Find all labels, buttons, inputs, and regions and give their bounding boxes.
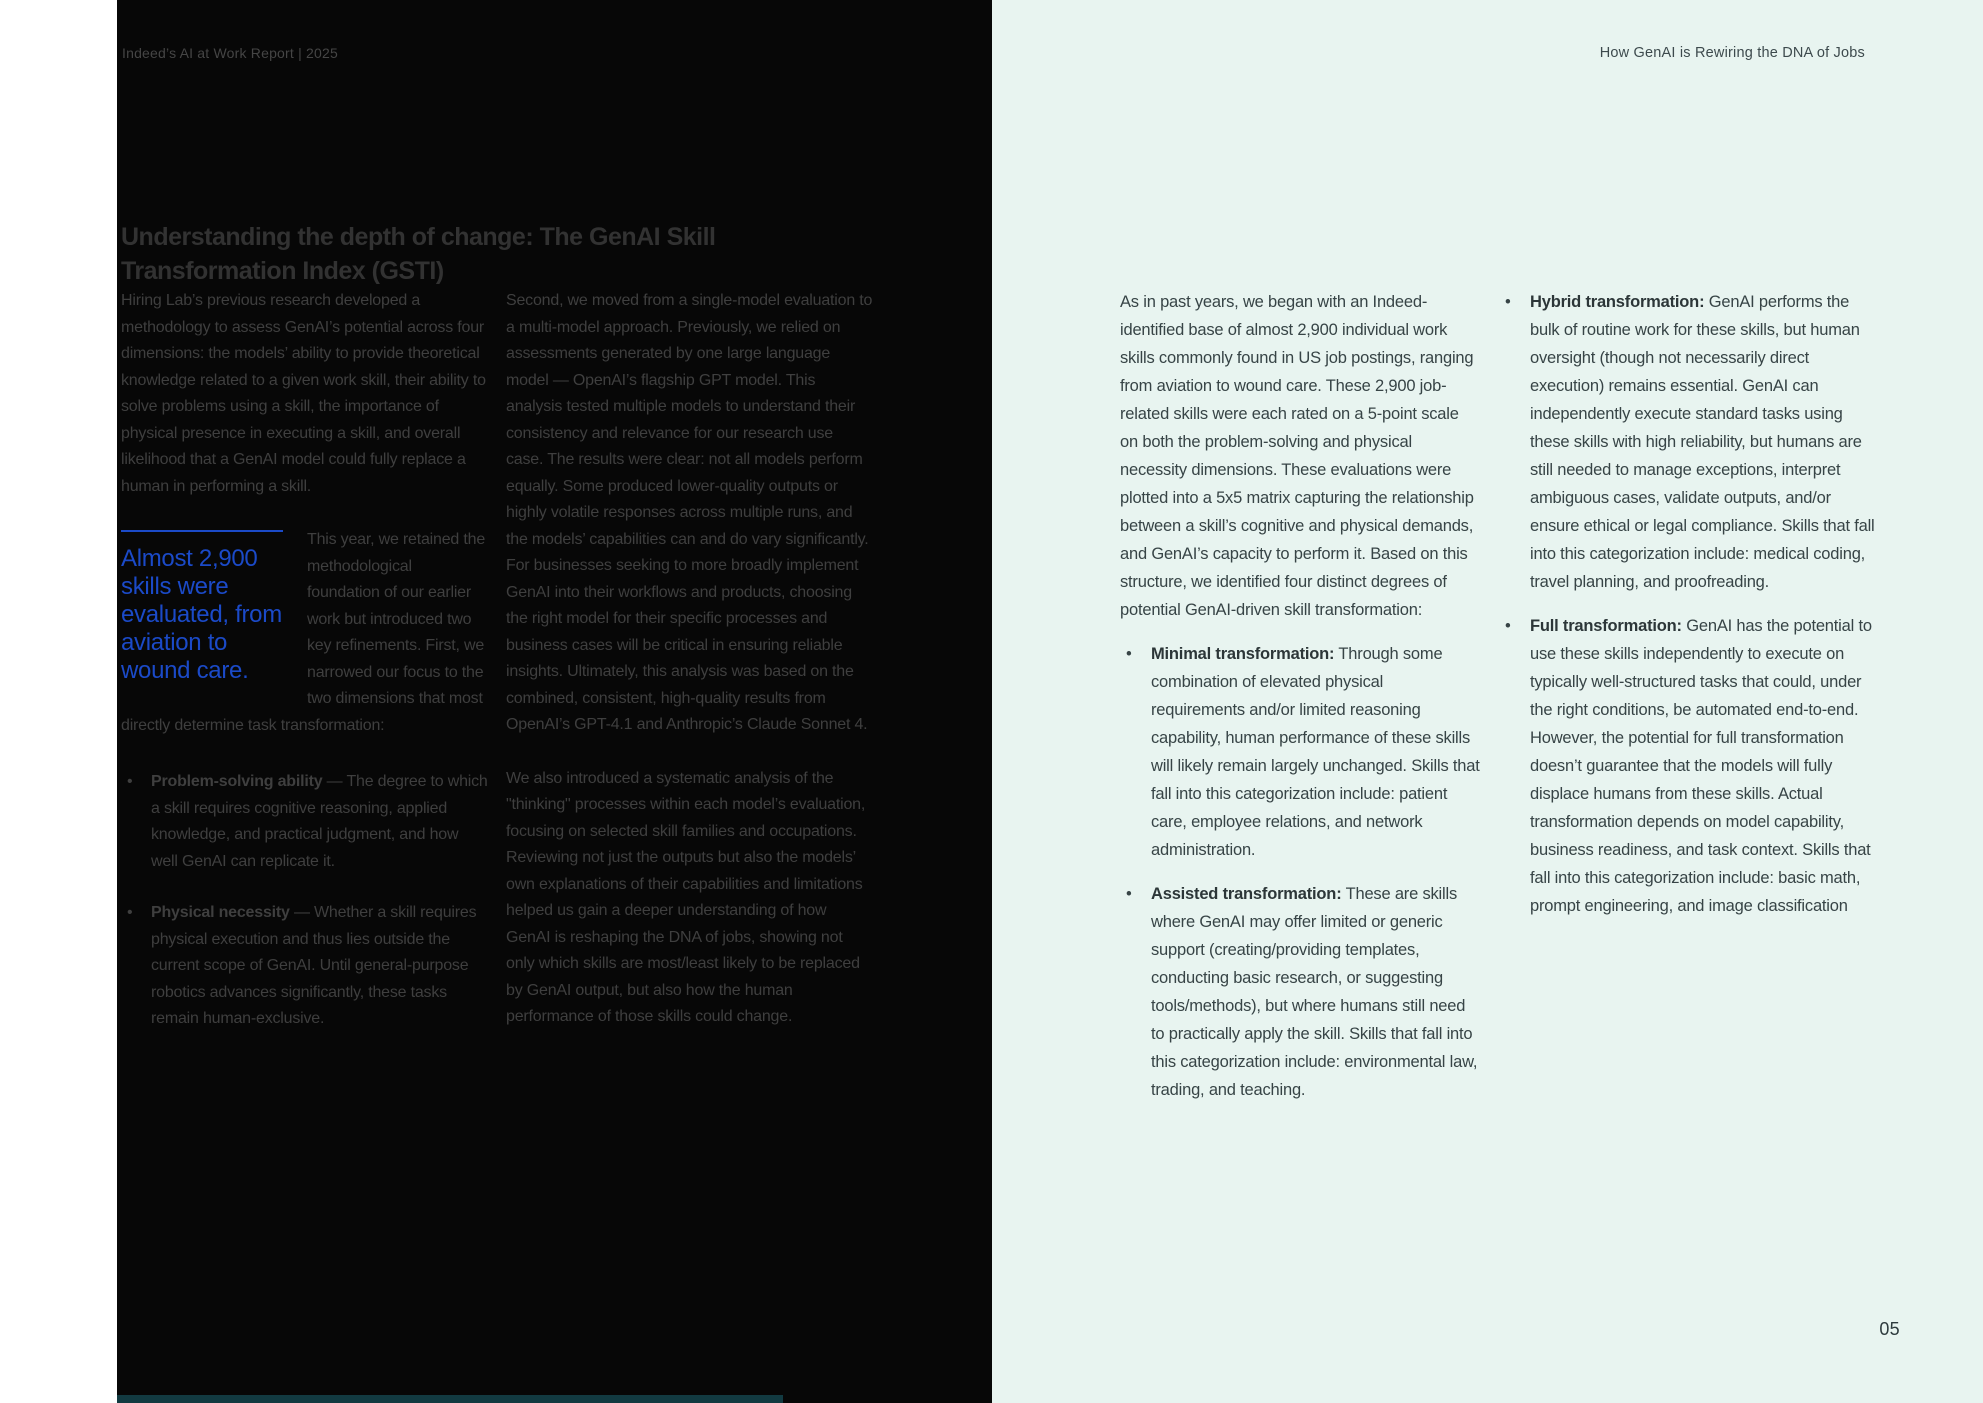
left-column-1 (121, 288, 488, 1058)
bullet-text: GenAI has the potential to use these skills independently to execute on typically well-structured tasks that could, under the right conditions, be automated end-to-end. However, the potential for full transformation doesn’t guarantee that the models will fully displace humans from these skills. Actual transformation depends on model capability, business readiness, and task context. Skills that fall into this categorization include: basic math, prompt engineering, and image classification (1530, 617, 1872, 915)
report-header: Indeed’s AI at Work Report | 2025 (122, 45, 338, 61)
right-column-2 (1499, 288, 1877, 1120)
list-item (1499, 288, 1877, 596)
transformation-list-right (1499, 288, 1877, 920)
page-title: Understanding the depth of change: The GenAI Skill Transformation Index (GSTI) (121, 222, 716, 285)
bullet-text: These are skills where GenAI may offer limited or generic support (creating/providing templates, conducting basic research, or suggesting tools/methods), but where humans still need to practically apply the skill. Skills that fall into this categorization include: environmental law, trading, and teaching. (1151, 885, 1478, 1099)
bullet-lead: Full transformation: (1530, 617, 1682, 635)
pullquote-wrap (121, 527, 488, 739)
page-number: 05 (1879, 1319, 1900, 1339)
list-item (1120, 880, 1480, 1104)
paragraph: Hiring Lab’s previous research developed a methodology to assess GenAI’s potential across four dimensions: the models’ ability to provide theoretical knowledge related to a given work skill, their ability to solve problems using a skill, the importance of physical presence in executing a skill, and overall likelihood that a GenAI model could fully replace a human in performing a skill. (121, 292, 486, 495)
chapter-header: How GenAI is Rewiring the DNA of Jobs (1599, 45, 1865, 61)
bullet-lead: Assisted transformation: (1151, 885, 1342, 903)
list-item (121, 769, 488, 875)
left-page (117, 0, 992, 1403)
bullet-lead: Minimal transformation: (1151, 645, 1335, 663)
left-page-columns (121, 288, 873, 1058)
list-item (121, 900, 488, 1033)
transformation-list-left (1120, 640, 1480, 1104)
dimension-list (121, 769, 488, 1033)
left-column-2 (506, 288, 873, 1058)
list-item (1499, 612, 1877, 920)
paragraph: As in past years, we began with an Indeed-identified base of almost 2,900 individual work skills commonly found in US job postings, ranging from aviation to wound care. These 2,900 job-related skills were each rated on a 5-point scale on both the problem-solving and physical necessity dimensions. These evaluations were plotted into a 5x5 matrix capturing the relationship between a skill’s cognitive and physical demands, and GenAI’s capacity to perform it. Based on this structure, we identified four distinct degrees of potential GenAI-driven skill transformation: (1120, 293, 1474, 619)
bullet-lead: Hybrid transformation: (1530, 293, 1705, 311)
paragraph: We also introduced a systematic analysis of the "thinking" processes within each model’s evaluation, focusing on selected skill families and occupations. Reviewing not just the outputs but also the models’ own explanations of their capabilities and limitations helped us gain a deeper understanding of how GenAI is reshaping the DNA of jobs, showing not only which skills are most/least likely to be replaced by GenAI output, but also how the human performance of those skills could change. (506, 769, 866, 1025)
list-item (1120, 640, 1480, 864)
paragraph: This year, we retained the methodological foundation of our earlier work but introduced two key refinements. First, we narrowed our focus to the two dimensions that most directly determine task transformation: (121, 531, 486, 734)
pull-quote: Almost 2,900 skills were evaluated, from aviation to wound care. (121, 530, 283, 685)
bullet-text: — Whether a skill requires physical execution and thus lies outside the current scope of GenAI. Until general-purpose robotics advances significantly, these tasks remain human-exclusive. (151, 904, 477, 1027)
right-page (992, 0, 1983, 1403)
bullet-text: — The degree to which a skill requires cognitive reasoning, applied knowledge, and practical judgment, and how well GenAI can replicate it. (151, 773, 488, 870)
right-column-1 (1120, 288, 1480, 1120)
paragraph: Second, we moved from a single-model evaluation to a multi-model approach. Previously, we relied on assessments generated by one large language model — OpenAI’s flagship GPT model. This analysis tested multiple models to understand their consistency and relevance for our research use case. The results were clear: not all models perform equally. Some produced lower-quality outputs or highly volatile responses across multiple runs, and the models’ capabilities can and do vary significantly. For businesses seeking to more broadly implement GenAI into their workflows and products, choosing the right model for their specific processes and business cases will be critical in ensuring reliable insights. Ultimately, this analysis was based on the combined, consistent, high-quality results from OpenAI’s GPT-4.1 and Anthropic’s Claude Sonnet 4. (506, 292, 873, 733)
bottom-accent-strip (117, 1395, 783, 1403)
bullet-lead: Problem-solving ability (151, 773, 323, 790)
bullet-text: Through some combination of elevated physical requirements and/or limited reasoning capability, human performance of these skills will likely remain largely unchanged. Skills that fall into this categorization include: patient care, employee relations, and network administration. (1151, 645, 1480, 859)
bullet-text: GenAI performs the bulk of routine work for these skills, but human oversight (though not necessarily direct execution) remains essential. GenAI can independently execute standard tasks using these skills with high reliability, but humans are still needed to manage exceptions, interpret ambiguous cases, validate outputs, and/or ensure ethical or legal compliance. Skills that fall into this categorization include: medical coding, travel planning, and proofreading. (1530, 293, 1875, 591)
right-page-columns (1120, 288, 1877, 1120)
bullet-lead: Physical necessity (151, 904, 290, 921)
